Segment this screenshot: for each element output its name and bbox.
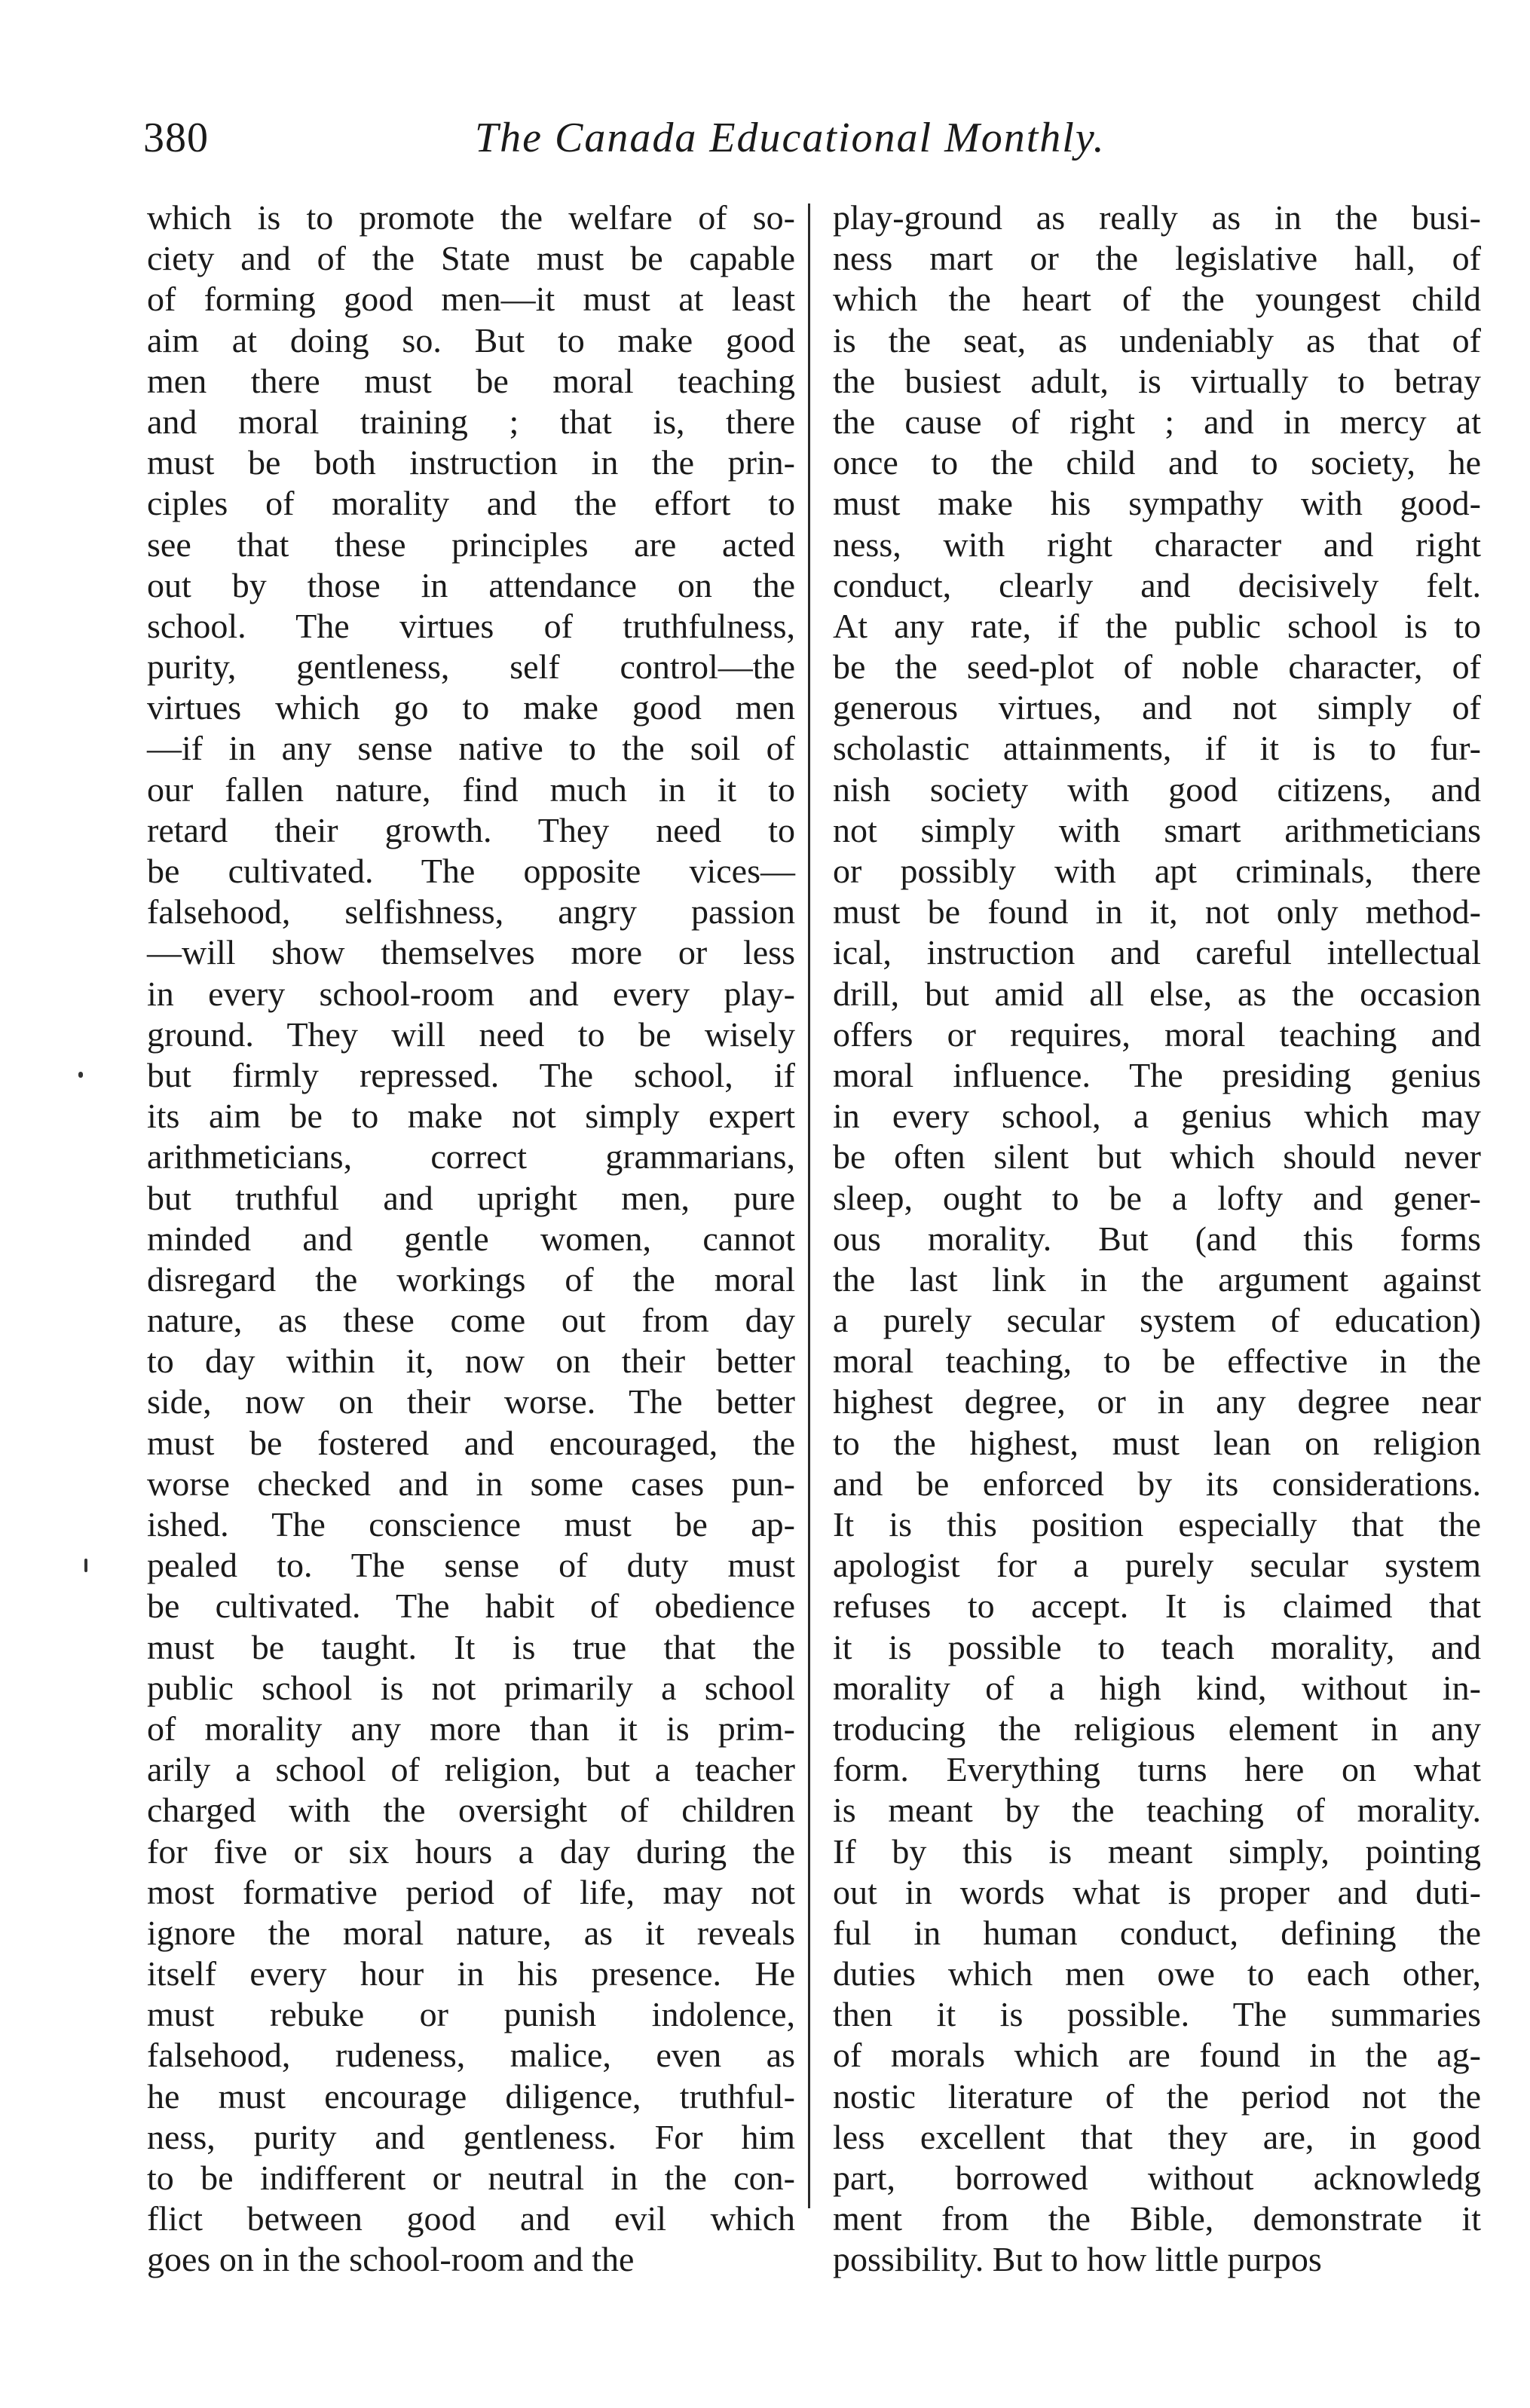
text-line: generous virtues, and not simply of	[833, 688, 1481, 727]
text-line: be cultivated. The habit of obedience	[147, 1586, 795, 1626]
text-line: the last link in the argument against	[833, 1259, 1481, 1299]
text-line: minded and gentle women, cannot	[147, 1219, 795, 1258]
text-line: conduct, clearly and decisively felt.	[833, 565, 1481, 604]
page-number: 380	[143, 115, 209, 161]
text-line: arithmeticians, correct grammarians,	[147, 1137, 795, 1176]
text-line: but firmly repressed. The school, if	[147, 1055, 795, 1094]
text-line: ness mart or the legislative hall, of	[833, 239, 1481, 278]
text-line: disregard the workings of the moral	[147, 1259, 795, 1299]
text-line: part, borrowed without acknowledg	[833, 2159, 1481, 2197]
text-line: out in words what is proper and duti-	[833, 1872, 1481, 1911]
text-line: most formative period of life, may not	[147, 1872, 795, 1911]
text-line: once to the child and to society, he	[833, 443, 1481, 482]
text-line: ous morality. But (and this forms	[833, 1219, 1481, 1258]
text-line: At any rate, if the public school is to	[833, 606, 1481, 645]
left-text-column	[147, 197, 795, 2281]
text-line: must be taught. It is true that the	[147, 1627, 795, 1666]
text-line: must make his sympathy with good-	[833, 484, 1481, 523]
page-header	[143, 112, 1500, 172]
text-line: of forming good men—it must at least	[147, 280, 795, 319]
text-line: must be both instruction in the prin-	[147, 443, 795, 482]
text-line: see that these principles are acted	[147, 525, 795, 564]
text-line: drill, but amid all else, as the occasion	[833, 974, 1481, 1013]
text-line: scholastic attainments, if it is to fur-	[833, 729, 1481, 768]
text-line: but truthful and upright men, pure	[147, 1178, 795, 1217]
text-line: goes on in the school-room and the	[147, 2240, 635, 2279]
text-line: not simply with smart arithmeticians	[833, 810, 1481, 849]
text-line: is meant by the teaching of morality.	[833, 1791, 1481, 1830]
text-line: form. Everything turns here on what	[833, 1750, 1481, 1789]
text-line: aim at doing so. But to make good	[147, 320, 795, 360]
print-speck	[78, 1072, 83, 1078]
text-line: in every school, a genius which may	[833, 1097, 1481, 1136]
text-line: offers or requires, moral teaching and	[833, 1014, 1481, 1054]
text-line: men there must be moral teaching	[147, 361, 795, 400]
text-line: he must encourage diligence, truthful-	[147, 2076, 795, 2116]
text-line: in every school-room and every play-	[147, 974, 795, 1013]
text-line: must be found in it, not only method-	[833, 892, 1481, 932]
text-line: and moral training ; that is, there	[147, 402, 795, 441]
text-line: falsehood, rudeness, malice, even as	[147, 2036, 795, 2075]
right-text-column	[833, 197, 1481, 2281]
text-line: be the seed-plot of noble character, of	[833, 647, 1481, 687]
text-line: duties which men owe to each other,	[833, 1954, 1481, 1993]
running-title: The Canada Educational Monthly.	[475, 115, 1106, 161]
text-line: out by those in attendance on the	[147, 565, 795, 604]
text-line: —if in any sense native to the soil of	[147, 729, 795, 768]
text-line: morality of a high kind, without in-	[833, 1668, 1481, 1707]
text-line: less excellent that they are, in good	[833, 2117, 1481, 2156]
text-line: pealed to. The sense of duty must	[147, 1546, 795, 1585]
text-line: ciples of morality and the effort to	[147, 484, 795, 523]
text-line: to day within it, now on their better	[147, 1342, 795, 1381]
print-speck	[84, 1559, 87, 1572]
text-line: of morality any more than it is prim-	[147, 1709, 795, 1748]
text-line: school. The virtues of truthfulness,	[147, 606, 795, 645]
text-line: falsehood, selfishness, angry passion	[147, 892, 795, 932]
text-line: its aim be to make not simply expert	[147, 1097, 795, 1136]
text-line: be often silent but which should never	[833, 1137, 1481, 1176]
text-line: is the seat, as undeniably as that of	[833, 320, 1481, 360]
text-line: a purely secular system of education)	[833, 1301, 1481, 1340]
text-line: be cultivated. The opposite vices—	[147, 852, 795, 890]
text-line: retard their growth. They need to	[147, 810, 795, 849]
text-line: side, now on their worse. The better	[147, 1382, 795, 1421]
text-line: If by this is meant simply, pointing	[833, 1831, 1481, 1871]
text-line: refuses to accept. It is claimed that	[833, 1586, 1481, 1626]
text-line: troducing the religious element in any	[833, 1709, 1481, 1748]
text-line: public school is not primarily a school	[147, 1668, 795, 1707]
text-line: ness, purity and gentleness. For him	[147, 2117, 795, 2156]
text-line: nish society with good citizens, and	[833, 770, 1481, 809]
text-line: It is this position especially that the	[833, 1505, 1481, 1544]
text-line: purity, gentleness, self control—the	[147, 647, 795, 687]
text-line: ness, with right character and right	[833, 525, 1481, 564]
text-line: ment from the Bible, demonstrate it	[833, 2199, 1481, 2238]
column-divider	[808, 203, 810, 2208]
text-line: moral influence. The presiding genius	[833, 1055, 1481, 1094]
text-line: itself every hour in his presence. He	[147, 1954, 795, 1993]
text-line: play-ground as really as in the busi-	[833, 198, 1481, 237]
text-line: which is to promote the welfare of so-	[147, 198, 795, 237]
text-line: must be fostered and encouraged, the	[147, 1423, 795, 1462]
text-line: to be indifferent or neutral in the con-	[147, 2159, 795, 2197]
text-line: worse checked and in some cases pun-	[147, 1464, 795, 1503]
text-line: flict between good and evil which	[147, 2199, 795, 2238]
text-line: virtues which go to make good men	[147, 688, 795, 727]
text-line: the cause of right ; and in mercy at	[833, 402, 1481, 441]
text-line: ical, instruction and careful intellectual	[833, 933, 1481, 972]
text-line: charged with the oversight of children	[147, 1791, 795, 1830]
text-line: ciety and of the State must be capable	[147, 239, 795, 278]
text-line: of morals which are found in the ag-	[833, 2036, 1481, 2075]
text-line: sleep, ought to be a lofty and gener-	[833, 1178, 1481, 1217]
text-line: must rebuke or punish indolence,	[147, 1995, 795, 2034]
text-line: —will show themselves more or less	[147, 933, 795, 972]
text-line: ignore the moral nature, as it reveals	[147, 1913, 795, 1952]
text-line: ground. They will need to be wisely	[147, 1014, 795, 1054]
text-line: ished. The conscience must be ap-	[147, 1505, 795, 1544]
text-line: it is possible to teach morality, and	[833, 1627, 1481, 1666]
text-line: which the heart of the youngest child	[833, 280, 1481, 319]
text-line: to the highest, must lean on religion	[833, 1423, 1481, 1462]
text-line: and be enforced by its considerations.	[833, 1464, 1481, 1503]
text-line: nature, as these come out from day	[147, 1301, 795, 1340]
text-line: moral teaching, to be effective in the	[833, 1342, 1481, 1381]
text-line: the busiest adult, is virtually to betray	[833, 361, 1481, 400]
text-line: our fallen nature, find much in it to	[147, 770, 795, 809]
text-line: or possibly with apt criminals, there	[833, 852, 1481, 890]
text-line: then it is possible. The summaries	[833, 1995, 1481, 2034]
text-line: arily a school of religion, but a teacher	[147, 1750, 795, 1789]
text-line: possibility. But to how little purpos	[833, 2240, 1322, 2279]
text-line: apologist for a purely secular system	[833, 1546, 1481, 1585]
text-line: ful in human conduct, defining the	[833, 1913, 1481, 1952]
text-line: nostic literature of the period not the	[833, 2076, 1481, 2116]
text-line: for five or six hours a day during the	[147, 1831, 795, 1871]
text-line: highest degree, or in any degree near	[833, 1382, 1481, 1421]
